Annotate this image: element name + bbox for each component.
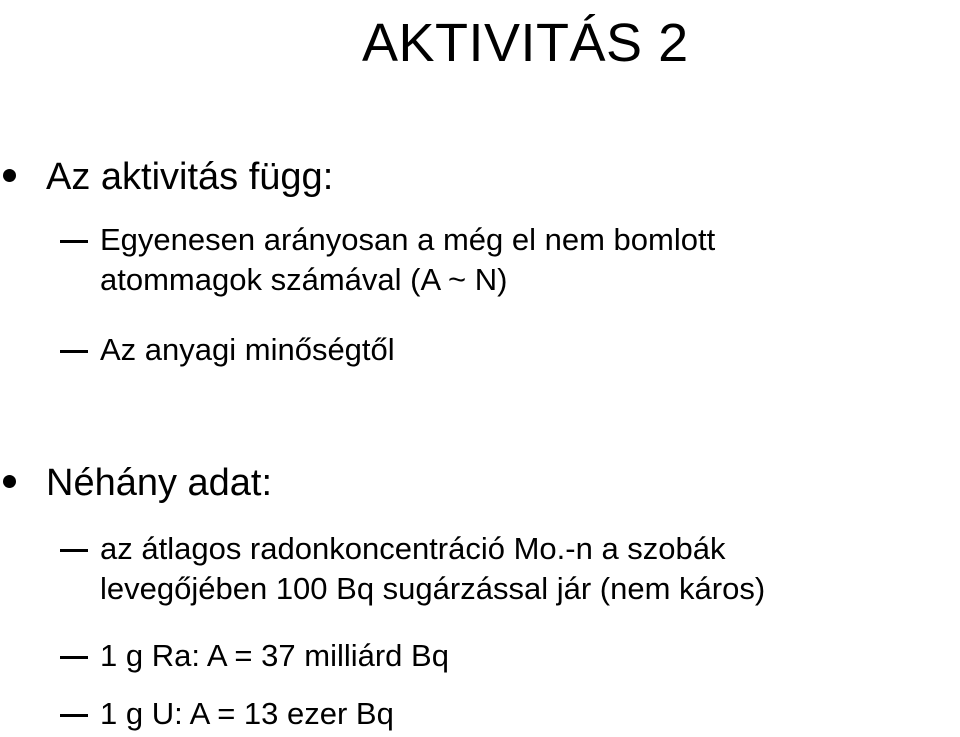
dash-icon [60,714,88,717]
dash-icon [60,656,88,659]
sub-item-line: 1 g Ra: A = 37 milliárd Bq [100,638,449,673]
sub-item-line: Az anyagi minőségtől [100,332,395,367]
sub-item-line: Egyenesen arányosan a még el nem bomlott [100,222,716,257]
bullet-heading: Néhány adat: [46,462,273,504]
dash-icon [60,350,88,353]
dash-icon [60,240,88,243]
slide-title: AKTIVITÁS 2 [362,13,689,73]
sub-item-line: 1 g U: A = 13 ezer Bq [100,696,394,731]
sub-item-line: atommagok számával (A ~ N) [100,262,508,297]
bullet-heading: Az aktivitás függ: [46,156,334,198]
dash-icon [60,549,88,552]
sub-item-line: levegőjében 100 Bq sugárzással jár (nem káros) [100,571,766,606]
bullet-dot-icon [3,169,16,182]
bullet-dot-icon [3,475,16,488]
sub-item-line: az átlagos radonkoncentráció Mo.-n a szobák [100,531,726,566]
